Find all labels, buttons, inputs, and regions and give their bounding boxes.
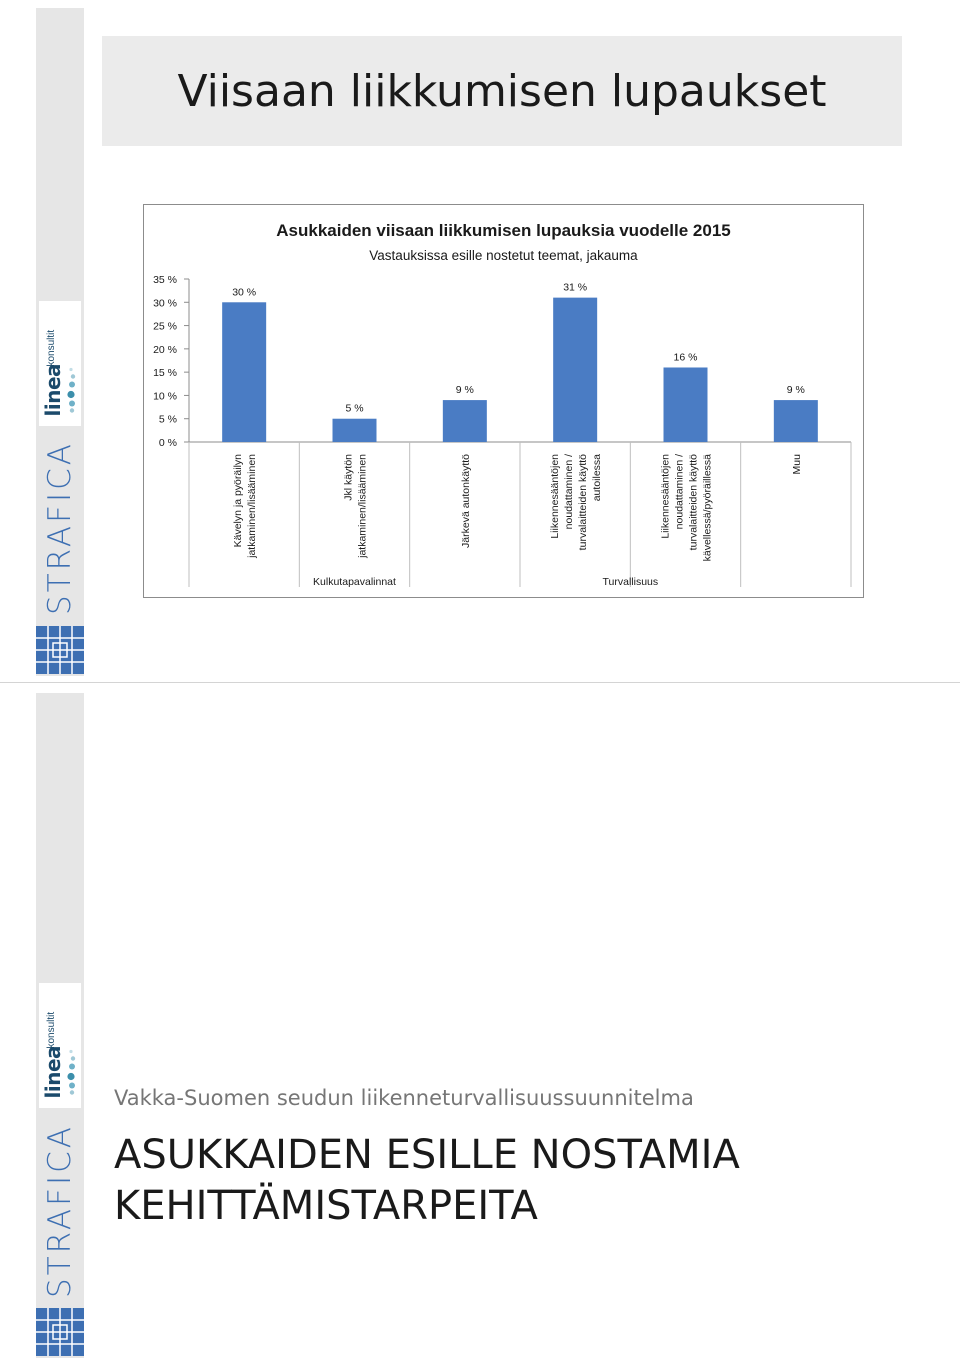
x-tick-label-line: turvalaitteiden käyttö: [687, 454, 700, 551]
y-tick-label: 0 %: [158, 437, 177, 449]
chart-frame: [143, 204, 864, 598]
x-tick-label-line: Liikennesääntöjen: [549, 454, 562, 539]
x-tick-label-text: [791, 454, 803, 475]
y-tick-label: 20 %: [153, 343, 177, 356]
x-tick-label: [232, 454, 258, 559]
data-label: 31 %: [563, 281, 588, 294]
x-tick-label-text: [660, 454, 714, 562]
data-label: 9 %: [786, 384, 805, 397]
document-subtitle: Vakka-Suomen seudun liikenneturvallisuussuunnitelma: [114, 1086, 694, 1110]
linea-logo: [39, 983, 81, 1108]
x-tick-label-line: turvalaitteiden käyttö: [577, 454, 590, 551]
bar: [553, 298, 597, 442]
x-tick-label-line: Liikennesääntöjen: [659, 454, 672, 539]
y-tick-label: 10 %: [153, 390, 177, 403]
x-tick-label-line: autoilessa: [591, 454, 604, 502]
data-label: 5 %: [345, 402, 364, 415]
bar: [774, 400, 818, 442]
section-heading: [114, 1130, 740, 1232]
sidebar: [36, 693, 84, 1358]
x-tick-label-text: [549, 454, 603, 550]
group-label: Kulkutapavalinnat: [313, 576, 396, 588]
bar: [222, 302, 266, 442]
y-tick-label: 30 %: [153, 297, 177, 310]
data-label: 16 %: [673, 351, 698, 364]
logo-tagline: konsultit: [46, 1011, 57, 1048]
bar-chart: [144, 205, 863, 597]
x-tick-label-line: kävellessä/pyöräillessä: [701, 454, 714, 562]
y-tick-label: 35 %: [153, 274, 177, 286]
x-tick-label-line: Muu: [790, 454, 803, 475]
group-label: Turvallisuus: [602, 576, 659, 588]
chart-title: Asukkaiden viisaan liikkumisen lupauksia vuodelle 2015: [276, 221, 731, 240]
logo-brand: linea: [41, 1045, 65, 1098]
bar: [333, 419, 377, 442]
sidebar: [36, 8, 84, 676]
x-tick-label-line: Järkevä autonkäyttö: [459, 454, 472, 548]
linea-logo: [39, 301, 81, 426]
page-title: Viisaan liikkumisen lupaukset: [177, 65, 827, 117]
grid-logo-icon: [36, 626, 84, 674]
x-tick-label-line: noudattaminen /: [563, 454, 576, 530]
x-tick-label: [660, 454, 714, 562]
logo-brand: linea: [41, 363, 65, 416]
x-tick-label-line: noudattaminen /: [673, 454, 686, 530]
x-tick-label-line: jatkaminen/lisääminen: [356, 454, 369, 558]
grid-logo-icon: [36, 1308, 84, 1356]
strafica-brand: STRAFICA: [42, 1124, 78, 1298]
x-tick-label-text: [343, 454, 369, 559]
data-label: 9 %: [455, 384, 474, 397]
bar: [664, 367, 708, 442]
x-tick-label: [460, 454, 472, 548]
y-tick-label: 15 %: [153, 367, 177, 380]
x-tick-label-text: [232, 454, 258, 559]
x-tick-label-line: jatkaminen/lisääminen: [246, 454, 259, 558]
x-tick-label: [343, 454, 369, 559]
logo-dots-icon: [66, 1026, 78, 1096]
x-tick-label: [791, 454, 803, 475]
x-tick-label-text: [460, 454, 472, 548]
y-tick-label: 5 %: [158, 413, 177, 426]
bar: [443, 400, 487, 442]
x-tick-label-line: Kävelyn ja pyöräilyn: [232, 454, 245, 548]
y-tick-label: 25 %: [153, 320, 177, 333]
heading-line-1: ASUKKAIDEN ESILLE NOSTAMIA: [114, 1132, 740, 1178]
slide-1: [0, 0, 960, 683]
logo-tagline: konsultit: [46, 329, 57, 366]
x-tick-label-line: Jkl käytön: [342, 454, 355, 501]
heading-line-2: KEHITTÄMISTARPEITA: [114, 1183, 538, 1229]
x-tick-label: [549, 454, 603, 550]
logo-dots-icon: [66, 344, 78, 414]
title-box: [102, 36, 902, 146]
slide-2: [0, 683, 960, 1367]
strafica-brand: STRAFICA: [42, 441, 78, 615]
chart-subtitle: Vastauksissa esille nostetut teemat, jakauma: [369, 248, 638, 263]
data-label: 30 %: [232, 286, 257, 299]
